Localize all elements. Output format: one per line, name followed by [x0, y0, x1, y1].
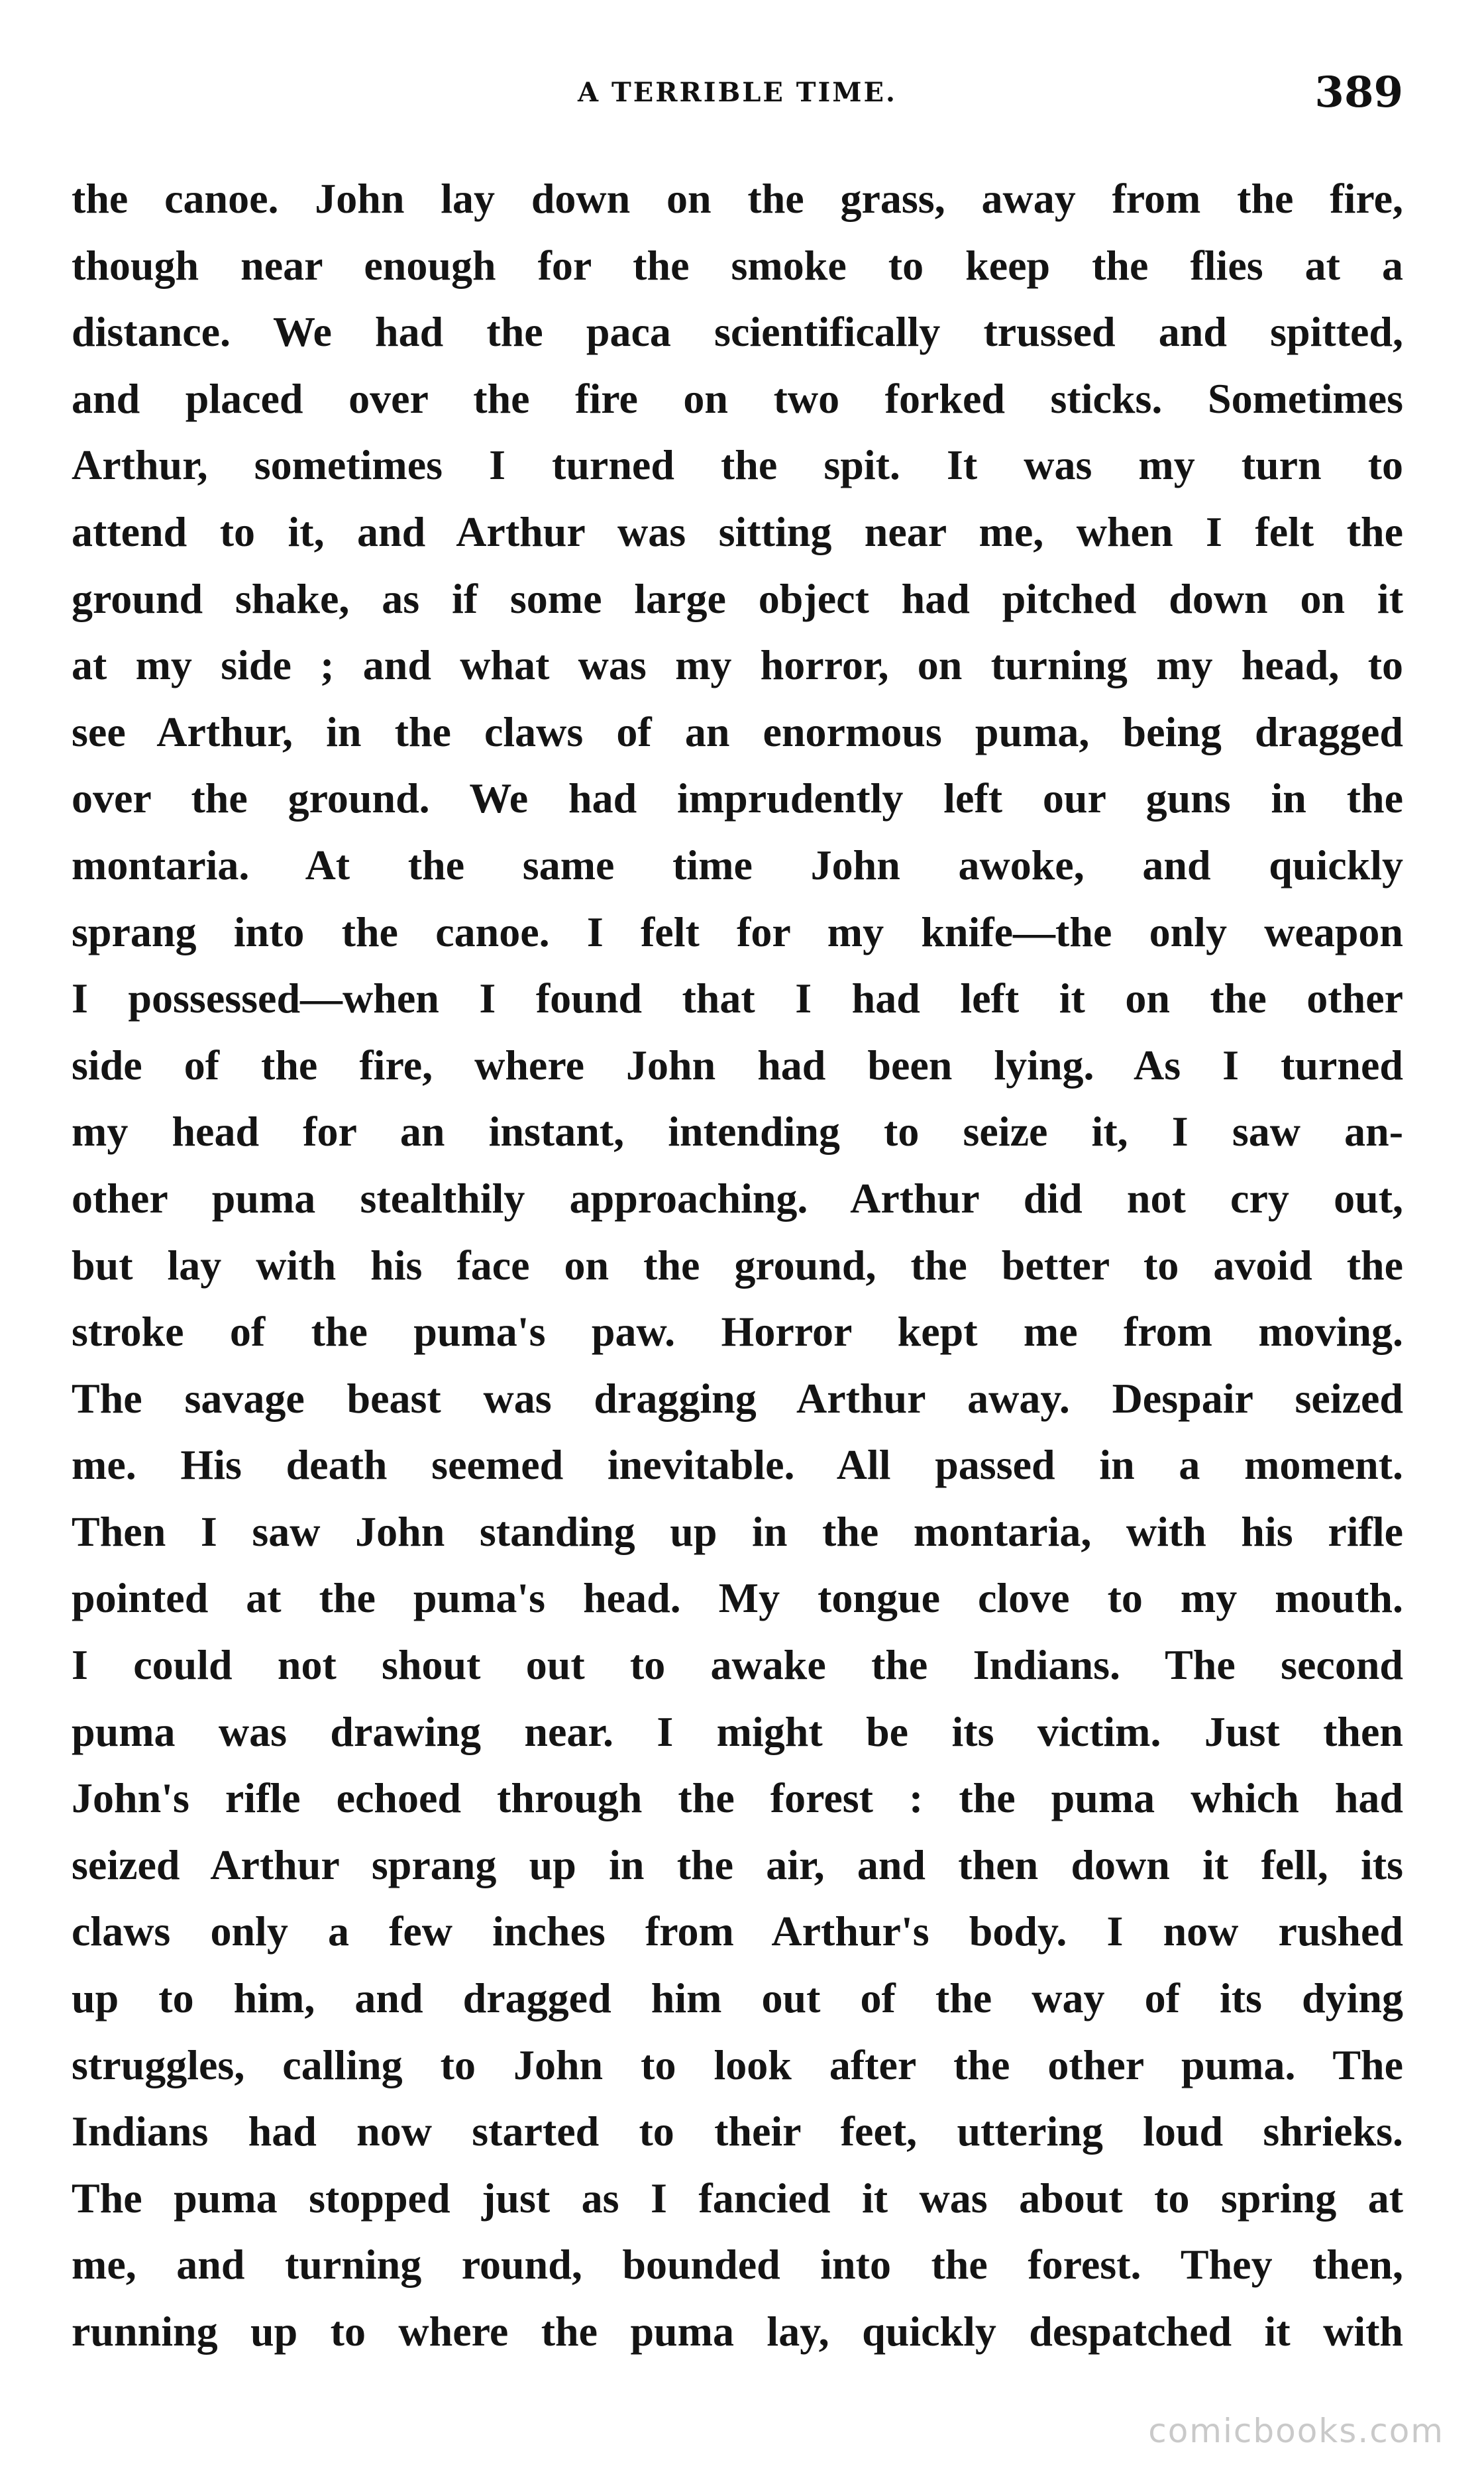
text-line: distance. We had the paca scientifically trussed and spitted, — [72, 308, 1403, 356]
text-line: me, and turning round, bounded into the forest. They then, — [72, 2241, 1403, 2289]
text-line: my head for an instant, intending to seize it, I saw an- — [72, 1108, 1403, 1156]
watermark: comicbooks.com — [1148, 2412, 1444, 2450]
text-line: up to him, and dragged him out of the way of its dying — [72, 1974, 1403, 2022]
page-header — [72, 66, 1403, 119]
text-line: over the ground. We had imprudently left our guns in the — [72, 775, 1403, 822]
text-line: John's rifle echoed through the forest : the puma which had — [72, 1774, 1403, 1822]
text-line: puma was drawing near. I might be its victim. Just then — [72, 1707, 1403, 1755]
running-title: A TERRIBLE TIME. — [578, 77, 897, 108]
text-line: and placed over the fire on two forked sticks. Sometimes — [72, 374, 1403, 422]
text-line: see Arthur, in the claws of an enormous puma, being dragged — [72, 708, 1403, 755]
text-line: montaria. At the same time John awoke, and quickly — [72, 841, 1403, 889]
text-line: Indians had now started to their feet, uttering loud shrieks. — [72, 2108, 1403, 2155]
text-line: The puma stopped just as I fancied it was about to spring at — [72, 2174, 1403, 2222]
text-line: struggles, calling to John to look after the other puma. The — [72, 2041, 1403, 2088]
text-line: Then I saw John standing up in the montaria, with his rifle — [72, 1507, 1403, 1555]
text-line: attend to it, and Arthur was sitting near me, when I felt the — [72, 508, 1403, 555]
text-line: seized Arthur sprang up in the air, and then down it fell, its — [72, 1841, 1403, 1888]
text-line: pointed at the puma's head. My tongue clove to my mouth. — [72, 1574, 1403, 1622]
text-line: sprang into the canoe. I felt for my knife—the only weapon — [72, 908, 1403, 955]
text-line: though near enough for the smoke to keep the flies at a — [72, 241, 1403, 289]
page-number: 389 — [1314, 68, 1403, 117]
text-line: the canoe. John lay down on the grass, away from the fire, — [72, 175, 1403, 222]
text-line: at my side ; and what was my horror, on turning my head, to — [72, 641, 1403, 689]
text-line: I could not shout out to awake the Indians. The second — [72, 1641, 1403, 1689]
text-line: stroke of the puma's paw. Horror kept me from moving. — [72, 1308, 1403, 1356]
text-line: ground shake, as if some large object had pitched down on it — [72, 574, 1403, 622]
body-text — [72, 166, 1403, 2365]
text-line: Arthur, sometimes I turned the spit. It was my turn to — [72, 441, 1403, 489]
text-line: running up to where the puma lay, quickly despatched it with — [72, 2308, 1403, 2355]
text-line: other puma stealthily approaching. Arthur did not cry out, — [72, 1174, 1403, 1222]
text-line: The savage beast was dragging Arthur away. Despair seized — [72, 1374, 1403, 1422]
text-line: claws only a few inches from Arthur's body. I now rushed — [72, 1908, 1403, 1955]
text-line: side of the fire, where John had been lying. As I turned — [72, 1041, 1403, 1089]
text-line: I possessed—when I found that I had left it on the other — [72, 975, 1403, 1022]
text-line: but lay with his face on the ground, the better to avoid the — [72, 1241, 1403, 1289]
text-line: me. His death seemed inevitable. All passed in a moment. — [72, 1441, 1403, 1489]
